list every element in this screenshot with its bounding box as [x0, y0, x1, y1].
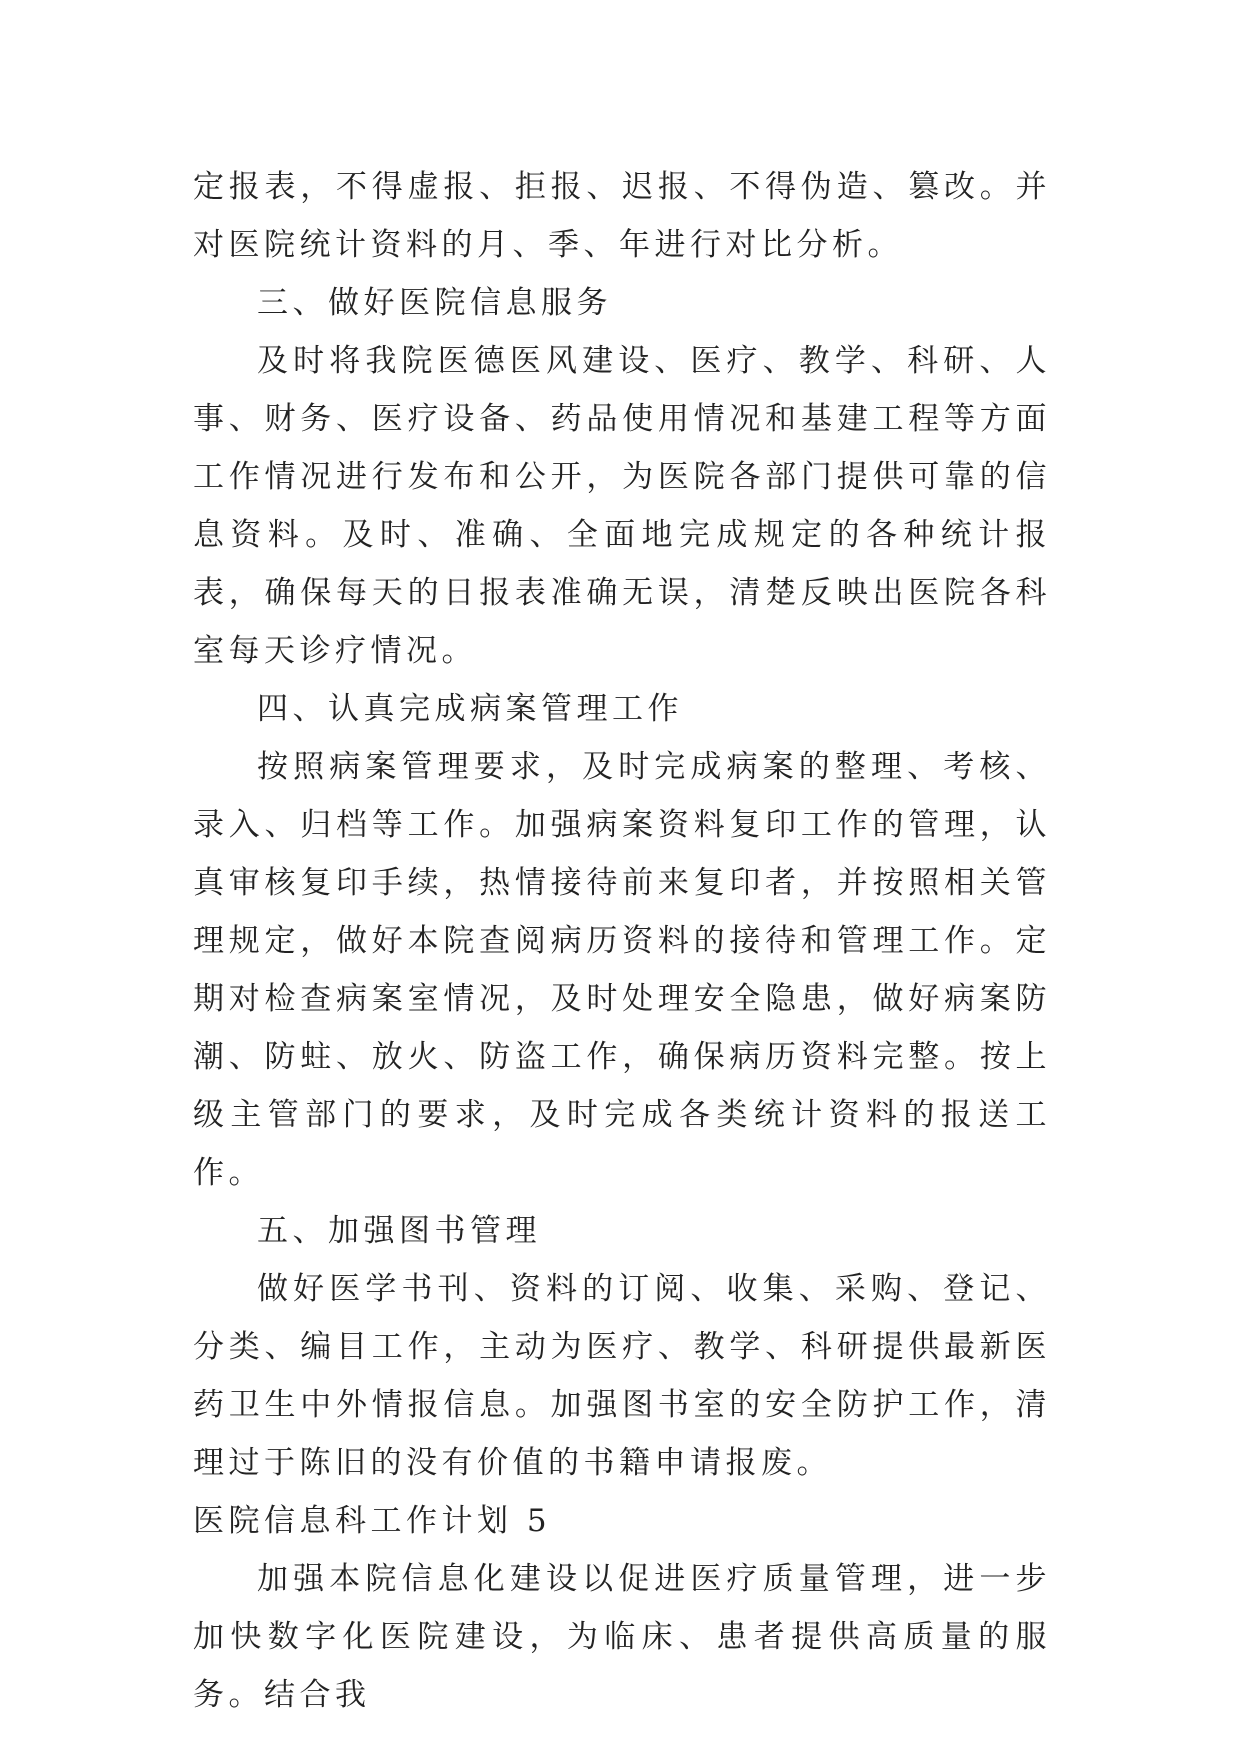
section-heading-medical-records: 四、认真完成病案管理工作: [257, 691, 683, 727]
paragraph-medical-records: 按照病案管理要求，及时完成病案的整理、考核、录入、归档等工作。加强病案资料复印工作的管理，认真审核复印手续，热情接待前来复印者，并按照相关管理规定，做好本院查阅病历资料的接待和管理工作。定期对检查病案室情况，及时处理安全隐患，做好病案防潮、防蛀、放火、防盗工作，确保病历资料完整。按上级主管部门的要求，及时完成各类统计资料的报送工作。: [193, 749, 1051, 1191]
section-heading-library-management: 五、加强图书管理: [257, 1213, 541, 1249]
paragraph-plan-5-intro: 加强本院信息化建设以促进医疗质量管理，进一步加快数字化医院建设，为临床、患者提供高质量的服务。结合我: [193, 1561, 1051, 1713]
document-body: [193, 158, 1051, 1724]
paragraph-information-service: 及时将我院医德医风建设、医疗、教学、科研、人事、财务、医疗设备、药品使用情况和基建工程等方面工作情况进行发布和公开，为医院各部门提供可靠的信息资料。及时、准确、全面地完成规定的各种统计报表，确保每天的日报表准确无误，清楚反映出医院各科室每天诊疗情况。: [193, 343, 1051, 669]
document-title-plan-5: 医院信息科工作计划 5: [193, 1503, 552, 1539]
section-heading-information-service: 三、做好医院信息服务: [257, 285, 612, 321]
paragraph-library-management: 做好医学书刊、资料的订阅、收集、采购、登记、分类、编目工作，主动为医疗、教学、科研提供最新医药卫生中外情报信息。加强图书室的安全防护工作，清理过于陈旧的没有价值的书籍申请报废。: [193, 1271, 1051, 1481]
paragraph-statistics-continued: 定报表，不得虚报、拒报、迟报、不得伪造、篡改。并对医院统计资料的月、季、年进行对比分析。: [193, 169, 1051, 263]
